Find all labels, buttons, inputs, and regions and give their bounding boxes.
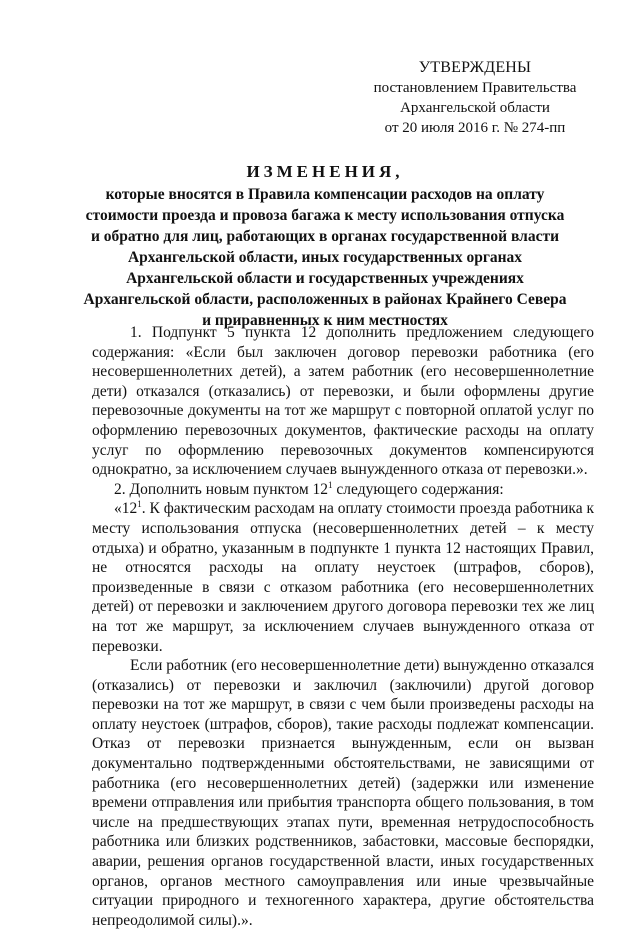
- paragraph-4: Если работник (его несовершеннолетние дети) вынужденно отказался (отказались) от перевозки и заключил (заключили) другой договор перевозки на тот же маршрут, в связи с чем были произведены расходы на оплату неустоек (штрафов, сборов), такие расходы подлежат компенсации. Отказ от перевозки признается вынужденным, если он вызван документально подтвержденными обстоятельствами, не зависящими от работника (его несовершеннолетних детей) (задержки или изменение времени отправления или прибытия транспорта общего пользования, в том числе на предшествующих этапах пути, временная нетрудоспособность работника или близких родственников, забастовки, массовые беспорядки, аварии, решения органов государственной власти, иных государственных органов, органов местного самоуправления или иные чрезвычайные ситуации природного и техногенного характера, другие обстоятельства непреодолимой силы).».: [92, 657, 594, 929]
- paragraph-3-text: «12: [114, 500, 138, 518]
- paragraph-2-superscript: 1: [328, 479, 333, 490]
- paragraph-1: 1. Подпункт 5 пункта 12 дополнить предложением следующего содержания: «Если был заключен договор перевозки работника (его несовершеннолетних детей), а затем работник (его несовершеннолетние дети) отказался (отказались) от перевозки, и были оформлены другие перевозочные документы на тот же маршрут с повторной оплатой услуг по оформлению перевозочных документов, фактические расходы на оплату услуг по оформлению перевозочных документов компенсируются однократно, за исключением случаев вынужденного отказа от перевозки.».: [92, 324, 594, 479]
- approval-heading: УТВЕРЖДЕНЫ: [418, 59, 532, 76]
- approval-line-2: Архангельской области: [400, 100, 550, 116]
- document-subtitle: которые вносятся в Правила компенсации расходов на оплату стоимости проезда и провоза багажа к месту использования отпуска и обратно для лиц, работающих в органах государственной власти Архангельской области, иных государственных органах Архангельской области и государственных учреждениях Архангельской области, расположенных в районах Крайнего Севера и приравненных к ним местностях: [83, 186, 567, 329]
- document-body: [92, 323, 594, 930]
- paragraph-3-text-end: . К фактическим расходам на оплату стоимости проезда работника к месту использования отпуска (несовершеннолетних детей – к месту отдыха) и обратно, указанным в подпункте 1 пункта 12 настоящих Правил, не относятся расходы на оплату неустоек (штрафов, сборов), произведенные в связи с отказом работника (его несовершеннолетних детей) от перевозки и заключением другого договора перевозки тех же лиц на тот же маршрут, за исключением случаев вынужденного отказа от перевозки.: [92, 500, 595, 655]
- paragraph-3-superscript: 1: [137, 499, 142, 510]
- document-title: ИЗМЕНЕНИЯ,: [246, 162, 404, 181]
- approval-line-1: постановлением Правительства: [373, 80, 577, 96]
- paragraph-2-text-end: следующего содержания:: [332, 480, 504, 498]
- paragraph-2-text: 2. Дополнить новым пунктом 12: [114, 480, 329, 498]
- approval-stamp: [365, 58, 585, 138]
- paragraph-2: [92, 480, 594, 500]
- paragraph-3: [92, 499, 594, 656]
- document-title-block: [80, 160, 570, 331]
- approval-line-3: от 20 июля 2016 г. № 274-пп: [384, 120, 566, 136]
